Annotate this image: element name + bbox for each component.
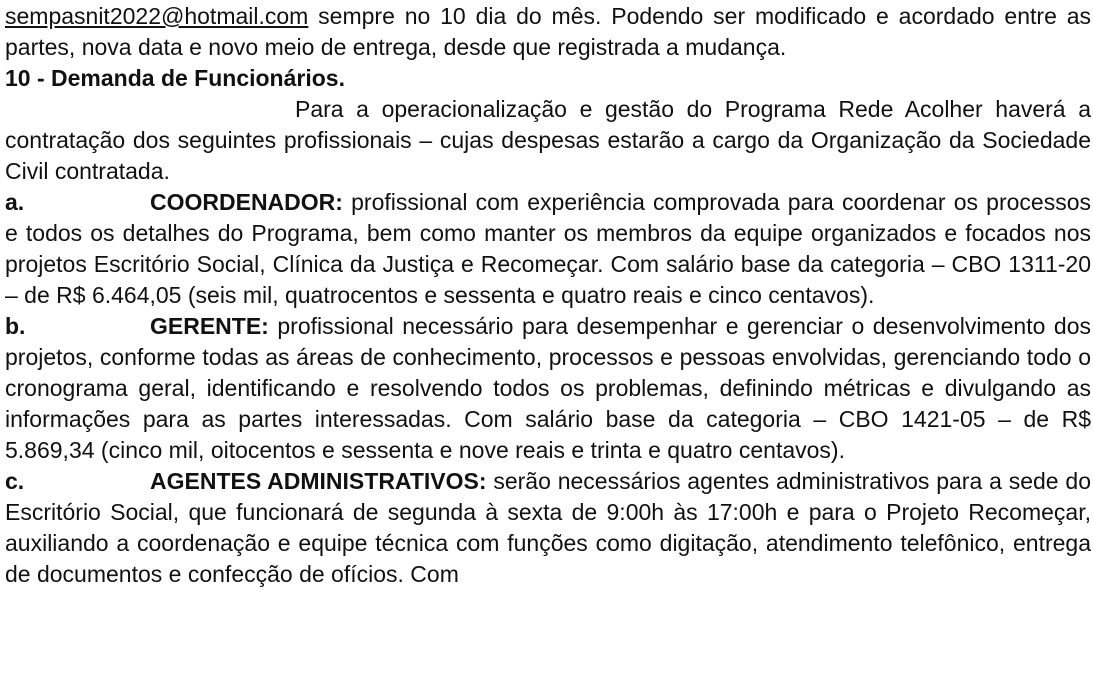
section-paragraph [5, 94, 1091, 187]
item-letter: a. [5, 189, 25, 215]
intro-paragraph [5, 1, 1091, 63]
item-title: GERENTE: [150, 313, 269, 339]
list-item [5, 187, 1091, 311]
document-page [5, 1, 1091, 590]
item-text: profissional necessário para desempenhar e gerenciar o desenvolvimento dos projetos, conforme todas as áreas de conhecimento, processos e pessoas envolvidas, gerenciando todo o cronograma geral, identificando e resolvendo todos os problemas, definindo métricas e divulgando as informações para as partes interessadas. Com salário base da categoria – CBO 1421-05 – de R$ 5.869,34 (cinco mil, oitocentos e sessenta e nove reais e trinta e quatro centavos). [5, 313, 1091, 463]
item-text: serão necessários agentes administrativos para a sede do Escritório Social, que funcionará de segunda à sexta de 9:00h às 17:00h e para o Projeto Recomeçar, auxiliando a coordenação e equipe técnica com funções como digitação, atendimento telefônico, entrega de documentos e confecção de ofícios. Com [5, 468, 1091, 587]
email-link[interactable]: sempasnit2022@hotmail.com [5, 3, 309, 29]
item-title: AGENTES ADMINISTRATIVOS: [150, 468, 487, 494]
list-item [5, 466, 1091, 590]
item-title: COORDENADOR: [150, 189, 343, 215]
list-item [5, 311, 1091, 466]
section-heading: 10 - Demanda de Funcionários. [5, 65, 345, 91]
section-paragraph-text: Para a operacionalização e gestão do Programa Rede Acolher haverá a contratação dos seguintes profissionais – cujas despesas estarão a cargo da Organização da Sociedade Civil contratada. [5, 96, 1091, 184]
item-text: profissional com experiência comprovada para coordenar os processos e todos os detalhes do Programa, bem como manter os membros da equipe organizados e focados nos projetos Escritório Social, Clínica da Justiça e Recomeçar. Com salário base da categoria – CBO 1311-20 – de R$ 6.464,05 (seis mil, quatrocentos e sessenta e quatro reais e cinco centavos). [5, 189, 1091, 308]
intro-text: sempre no 10 dia do mês. Podendo ser modificado e acordado entre as partes, nova data e novo meio de entrega, desde que registrada a mudança. [5, 3, 1091, 60]
item-letter: c. [5, 468, 25, 494]
item-letter: b. [5, 313, 26, 339]
